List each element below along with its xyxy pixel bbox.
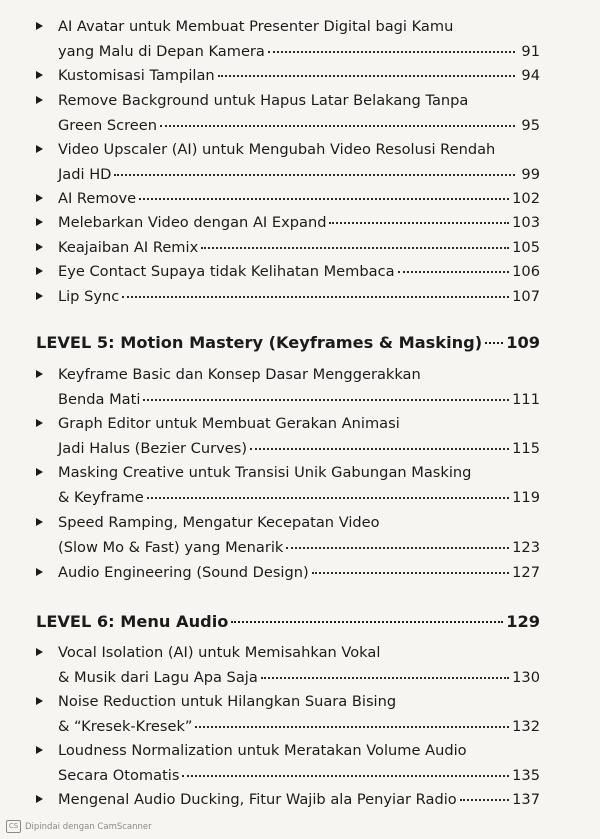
toc-entry-title: Noise Reduction untuk Hilangkan Suara Bising: [58, 693, 397, 710]
level-title: LEVEL 5: Motion Mastery (Keyframes & Masking): [36, 333, 483, 352]
toc-entry-title: Keyframe Basic dan Konsep Dasar Menggerakkan: [58, 366, 421, 383]
toc-page-number: 135: [512, 767, 540, 784]
toc-entry-title: Loudness Normalization untuk Meratakan Volume Audio: [58, 742, 467, 759]
toc-entry-line: [58, 64, 540, 88]
triangle-bullet-icon: [36, 518, 43, 526]
dot-leader: [250, 447, 509, 450]
toc-page-number: 130: [512, 669, 540, 686]
toc-entry: [36, 363, 540, 413]
triangle-bullet-icon: [36, 746, 43, 754]
toc-entry-title: Secara Otomatis: [58, 767, 180, 784]
toc-entry: [36, 187, 540, 212]
toc-entry-line: [58, 461, 540, 485]
toc-entry-line: [58, 15, 540, 39]
toc-page-number: 102: [512, 190, 540, 207]
toc-entry: [36, 15, 540, 65]
toc-page-number: 95: [521, 117, 540, 134]
dot-leader: [182, 774, 509, 777]
toc-entry-title: Lip Sync: [58, 288, 120, 305]
toc-entry-line: [58, 641, 540, 665]
toc-entry-line: [58, 89, 540, 113]
dot-leader: [268, 50, 515, 53]
triangle-bullet-icon: [36, 218, 43, 226]
toc-entry-line: [58, 666, 540, 690]
toc-entry-line: [58, 187, 540, 211]
toc-entry-line: [58, 511, 540, 535]
toc-entry-title: Remove Background untuk Hapus Latar Belakang Tanpa: [58, 92, 469, 109]
scanner-watermark: [6, 820, 152, 833]
toc-entry-line: [58, 715, 540, 739]
toc-entry: [36, 211, 540, 236]
toc-entry-line: [58, 739, 540, 763]
toc-entry-title: Kustomisasi Tampilan: [58, 67, 215, 84]
toc-entry: [36, 561, 540, 586]
toc-entry-title: Speed Ramping, Mengatur Kecepatan Video: [58, 514, 380, 531]
toc-entry-title: AI Remove: [58, 190, 137, 207]
camscanner-logo-icon: CS: [6, 820, 21, 833]
toc-entry-line: [58, 764, 540, 788]
toc-entry-line: [58, 388, 540, 412]
toc-page-number: 107: [512, 288, 540, 305]
toc-page-number: 94: [521, 67, 540, 84]
triangle-bullet-icon: [36, 370, 43, 378]
dot-leader: [218, 74, 515, 77]
toc-entry-title: Green Screen: [58, 117, 158, 134]
triangle-bullet-icon: [36, 468, 43, 476]
toc-entry: [36, 64, 540, 89]
toc-entry-title: Benda Mati: [58, 391, 141, 408]
triangle-bullet-icon: [36, 267, 43, 275]
toc-page-number: 105: [512, 239, 540, 256]
dot-leader: [485, 341, 503, 344]
toc-entry: [36, 511, 540, 561]
toc-entry: [36, 89, 540, 139]
triangle-bullet-icon: [36, 243, 43, 251]
toc-entry: [36, 260, 540, 285]
dot-leader: [460, 798, 509, 801]
toc-entry: [36, 412, 540, 462]
toc-entry-title: & “Kresek-Kresek”: [58, 718, 193, 735]
toc-entry-line: [58, 163, 540, 187]
toc-entry-line: [58, 536, 540, 560]
toc-entry-line: [58, 211, 540, 235]
level-heading: [36, 330, 540, 356]
dot-leader: [261, 676, 509, 679]
toc-entry-title: AI Avatar untuk Membuat Presenter Digital bagi Kamu: [58, 18, 454, 35]
toc-entry-title: Mengenal Audio Ducking, Fitur Wajib ala Penyiar Radio: [58, 791, 457, 808]
toc-entry-title: Masking Creative untuk Transisi Unik Gabungan Masking: [58, 464, 472, 481]
triangle-bullet-icon: [36, 697, 43, 705]
toc-entry-line: [58, 561, 540, 585]
toc-entry-title: Vocal Isolation (AI) untuk Memisahkan Vokal: [58, 644, 381, 661]
dot-leader: [201, 246, 509, 249]
toc-entry-title: Audio Engineering (Sound Design): [58, 564, 309, 581]
triangle-bullet-icon: [36, 648, 43, 656]
level-page-number: 109: [506, 333, 540, 352]
toc-entry-title: Melebarkan Video dengan AI Expand: [58, 214, 327, 231]
toc-entry: [36, 138, 540, 188]
toc-entry-title: Jadi HD: [58, 166, 112, 183]
triangle-bullet-icon: [36, 96, 43, 104]
toc-page-number: 111: [512, 391, 540, 408]
triangle-bullet-icon: [36, 145, 43, 153]
dot-leader: [139, 197, 509, 200]
toc-page-number: 127: [512, 564, 540, 581]
triangle-bullet-icon: [36, 292, 43, 300]
dot-leader: [398, 270, 510, 273]
level-page-number: 129: [506, 612, 540, 631]
toc-page-number: 123: [512, 539, 540, 556]
dot-leader: [195, 725, 509, 728]
triangle-bullet-icon: [36, 568, 43, 576]
toc-entry-line: [58, 285, 540, 309]
triangle-bullet-icon: [36, 22, 43, 30]
toc-entry-line: [58, 437, 540, 461]
toc-entry: [36, 739, 540, 789]
toc-page-number: 99: [521, 166, 540, 183]
dot-leader: [231, 620, 503, 623]
scanner-watermark-text: Dipindai dengan CamScanner: [25, 821, 152, 832]
toc-entry-line: [58, 412, 540, 436]
toc-entry-title: Keajaiban AI Remix: [58, 239, 199, 256]
toc-entry-line: [58, 236, 540, 260]
toc-entry-title: & Keyframe: [58, 489, 144, 506]
dot-leader: [114, 173, 515, 176]
toc-entry-line: [58, 138, 540, 162]
level-title: LEVEL 6: Menu Audio: [36, 612, 229, 631]
toc-entry: [36, 461, 540, 511]
dot-leader: [286, 546, 509, 549]
toc-entry-line: [58, 40, 540, 64]
toc-entry-line: [58, 788, 540, 812]
dot-leader: [143, 398, 509, 401]
toc-entry-title: (Slow Mo & Fast) yang Menarik: [58, 539, 284, 556]
dot-leader: [147, 496, 509, 499]
toc-page-number: 132: [512, 718, 540, 735]
triangle-bullet-icon: [36, 194, 43, 202]
toc-entry-title: Video Upscaler (AI) untuk Mengubah Video Resolusi Rendah: [58, 141, 496, 158]
toc-entry-line: [58, 363, 540, 387]
toc-entry-title: Graph Editor untuk Membuat Gerakan Animasi: [58, 415, 400, 432]
toc-page-number: 91: [521, 43, 540, 60]
toc-entry: [36, 788, 540, 813]
toc-entry-line: [58, 690, 540, 714]
toc-page-number: 106: [512, 263, 540, 280]
toc-entry-line: [58, 260, 540, 284]
toc-entry: [36, 690, 540, 740]
dot-leader: [329, 221, 509, 224]
toc-page-number: 103: [512, 214, 540, 231]
toc-entry-title: Eye Contact Supaya tidak Kelihatan Membaca: [58, 263, 395, 280]
toc-page-number: 115: [512, 440, 540, 457]
dot-leader: [312, 571, 509, 574]
dot-leader: [160, 124, 515, 127]
triangle-bullet-icon: [36, 419, 43, 427]
toc-page-number: 119: [512, 489, 540, 506]
triangle-bullet-icon: [36, 71, 43, 79]
dot-leader: [122, 295, 509, 298]
toc-entry: [36, 236, 540, 261]
toc-entry-title: & Musik dari Lagu Apa Saja: [58, 669, 258, 686]
triangle-bullet-icon: [36, 795, 43, 803]
toc-page-number: 137: [512, 791, 540, 808]
toc-entry: [36, 641, 540, 691]
toc-entry-line: [58, 114, 540, 138]
toc-entry-line: [58, 486, 540, 510]
toc-entry: [36, 285, 540, 310]
toc-entry-title: Jadi Halus (Bezier Curves): [58, 440, 248, 457]
toc-entry-title: yang Malu di Depan Kamera: [58, 43, 265, 60]
level-heading: [36, 609, 540, 635]
